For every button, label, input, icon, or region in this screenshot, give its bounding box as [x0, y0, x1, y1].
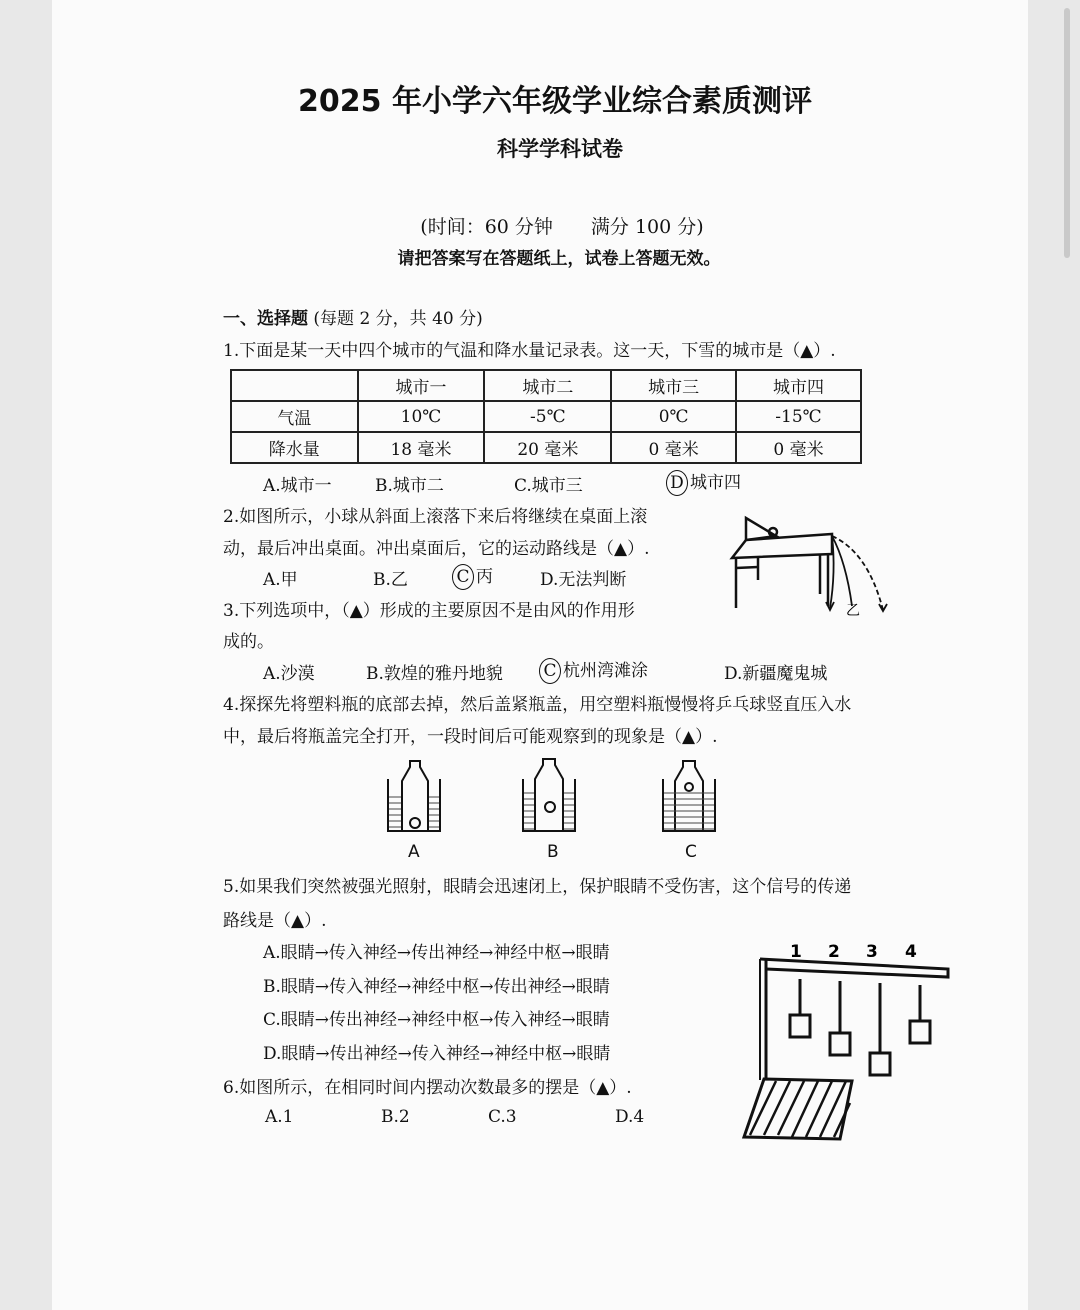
- pendulum-bob: [790, 1015, 810, 1037]
- bottle: [675, 761, 703, 831]
- q4-figure-label: A: [408, 842, 420, 862]
- pendulum-bob: [910, 1021, 930, 1043]
- q1-stem: 1.下面是某一天中四个城市的气温和降水量记录表。这一天，下雪的城市是（▲）.: [223, 341, 836, 361]
- q5-option-b[interactable]: B.眼睛→传入神经→神经中枢→传出神经→眼睛: [263, 977, 610, 997]
- q1-option-c[interactable]: C.城市三: [514, 476, 583, 496]
- table-header-cell: [231, 370, 358, 401]
- q2-option-d[interactable]: D.无法判断: [540, 570, 627, 590]
- q5-line2: 路线是（▲）.: [223, 911, 327, 931]
- table-header-cell: 城市二: [484, 370, 611, 401]
- section-title: 一、选择题: [223, 309, 308, 329]
- q5-option-a[interactable]: A.眼睛→传入神经→传出神经→神经中枢→眼睛: [263, 943, 610, 963]
- q3-line1: 3.下列选项中，（▲）形成的主要原因不是由风的作用形: [223, 601, 635, 621]
- ball-icon: [769, 528, 777, 536]
- table-header-cell: 城市一: [358, 370, 485, 401]
- trajectory-label: 乙: [846, 603, 860, 619]
- section-note: (每题 2 分，共 40 分): [313, 309, 483, 329]
- table-cell: 0 毫米: [611, 432, 736, 463]
- q1-option-d[interactable]: [666, 468, 741, 496]
- q2-option-c-text: 丙: [476, 567, 493, 587]
- answer-notice: 请把答案写在答题纸上，试卷上答题无效。: [397, 249, 721, 269]
- bottle: [535, 759, 563, 831]
- q4-figure-label: C: [685, 842, 697, 862]
- pendulum-label: 4: [905, 942, 917, 962]
- q6-option-a[interactable]: A.1: [265, 1107, 294, 1127]
- q3-option-c[interactable]: [539, 656, 648, 684]
- table-cell: 降水量: [231, 432, 358, 463]
- table-cell: -15℃: [736, 401, 861, 432]
- q6-option-d[interactable]: D.4: [615, 1107, 645, 1127]
- q4-figure-b: [515, 757, 585, 835]
- pendulum-label: 3: [866, 942, 878, 962]
- q2-option-b[interactable]: B.乙: [373, 570, 408, 590]
- table-header-cell: 城市三: [611, 370, 736, 401]
- q2-line1: 2.如图所示，小球从斜面上滚落下来后将继续在桌面上滚: [223, 507, 648, 527]
- table-header-cell: 城市四: [736, 370, 861, 401]
- subject-subtitle: 科学学科试卷: [497, 136, 623, 161]
- answer-circle-mark: C: [539, 658, 561, 684]
- q6-stem: 6.如图所示，在相同时间内摆动次数最多的摆是（▲）.: [223, 1078, 632, 1098]
- q5-line1: 5.如果我们突然被强光照射，眼睛会迅速闭上，保护眼睛不受伤害，这个信号的传递: [223, 877, 852, 897]
- table-cell: 10℃: [358, 401, 485, 432]
- table-row: [231, 401, 861, 432]
- support-beam: [760, 959, 948, 977]
- table-cell: 气温: [231, 401, 358, 432]
- table-row: [231, 432, 861, 463]
- time-info: (时间：60 分钟 满分 100 分): [420, 216, 704, 238]
- q4-line2: 中，最后将瓶盖完全打开，一段时间后可能观察到的现象是（▲）.: [223, 727, 718, 747]
- q2-line2: 动，最后冲出桌面。冲出桌面后，它的运动路线是（▲）.: [223, 539, 650, 559]
- table-cell: 18 毫米: [358, 432, 485, 463]
- section-heading: [223, 304, 483, 329]
- trajectory-path-bing: [832, 536, 883, 610]
- q6-option-b[interactable]: B.2: [381, 1107, 410, 1127]
- q1-option-b[interactable]: B.城市二: [375, 476, 444, 496]
- table-cell: 0℃: [611, 401, 736, 432]
- q3-option-d[interactable]: D.新疆魔鬼城: [724, 664, 828, 684]
- q1-option-a[interactable]: A.城市一: [263, 476, 332, 496]
- q5-option-d[interactable]: D.眼睛→传出神经→传入神经→神经中枢→眼睛: [263, 1044, 611, 1064]
- pendulum-label: 2: [828, 942, 840, 962]
- q4-figure-a: [380, 757, 450, 835]
- pendulum-bob: [830, 1033, 850, 1055]
- q2-option-c[interactable]: [452, 562, 493, 590]
- table-header-row: [231, 370, 861, 401]
- q6-pendulum-figure: [740, 935, 952, 1143]
- answer-circle-mark: D: [666, 470, 688, 496]
- pendulum-label: 1: [790, 942, 802, 962]
- q3-option-c-text: 杭州湾滩涂: [563, 661, 648, 681]
- q1-option-d-text: 城市四: [690, 473, 741, 493]
- answer-circle-mark: C: [452, 564, 474, 590]
- q5-option-c[interactable]: C.眼睛→传出神经→神经中枢→传入神经→眼睛: [263, 1010, 610, 1030]
- q3-option-b[interactable]: B.敦煌的雅丹地貌: [366, 664, 503, 684]
- pendulum-bob: [870, 1053, 890, 1075]
- q3-line2: 成的。: [223, 632, 274, 652]
- table-cell: -5℃: [484, 401, 611, 432]
- table-cell: 20 毫米: [484, 432, 611, 463]
- q1-record-table: [230, 369, 862, 464]
- q2-option-a[interactable]: A.甲: [263, 570, 298, 590]
- bottle: [402, 761, 428, 831]
- ping-pong-ball: [410, 818, 420, 828]
- page-title: 2025 年小学六年级学业综合素质测评: [298, 84, 812, 119]
- q3-option-a[interactable]: A.沙漠: [263, 664, 315, 684]
- q6-option-c[interactable]: C.3: [488, 1107, 517, 1127]
- q4-figure-label: B: [547, 842, 559, 862]
- table-cell: 0 毫米: [736, 432, 861, 463]
- q4-figure-c: [655, 757, 725, 835]
- ping-pong-ball: [545, 802, 555, 812]
- beaker: [388, 779, 440, 831]
- ping-pong-ball: [685, 783, 693, 791]
- q2-ramp-table-figure: [728, 512, 893, 620]
- q4-line1: 4.探探先将塑料瓶的底部去掉，然后盖紧瓶盖，用空塑料瓶慢慢将乒乓球竖直压入水: [223, 695, 852, 715]
- base-platform: [744, 1079, 852, 1139]
